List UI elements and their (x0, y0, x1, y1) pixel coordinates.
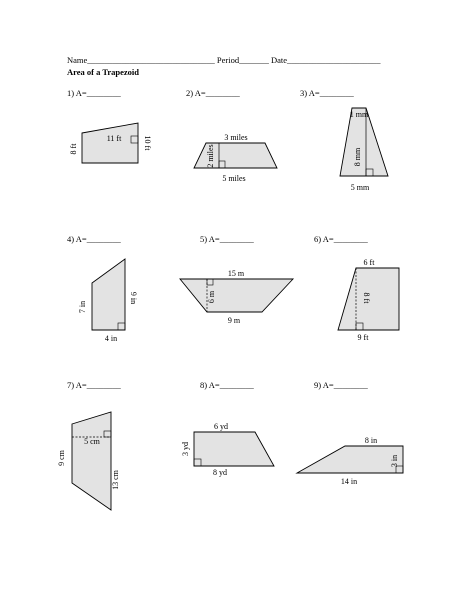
problem-1-prompt: 1) A=________ (67, 88, 121, 98)
trapezoid-8-bottom-label: 8 yd (213, 468, 227, 477)
trapezoid-8-top-label: 6 yd (214, 422, 228, 431)
problem-4-prompt: 4) A=________ (67, 234, 121, 244)
trapezoid-2-bottom-label: 5 miles (222, 174, 246, 183)
trapezoid-4-shape (92, 259, 125, 330)
trapezoid-figure-6 (338, 258, 399, 342)
answer-blank[interactable]: ________ (219, 380, 254, 390)
trapezoid-figure-3 (340, 108, 388, 192)
trapezoid-figure-5 (180, 269, 293, 325)
trapezoid-3-height-label: 8 mm (353, 147, 362, 167)
problem-6-prompt: 6) A=________ (314, 234, 368, 244)
answer-blank[interactable]: ________ (333, 234, 368, 244)
problem-7-prompt: 7) A=________ (67, 380, 121, 390)
answer-blank[interactable]: ________ (86, 380, 121, 390)
trapezoid-figure-9 (297, 436, 403, 486)
period-label: Period (216, 55, 240, 65)
trapezoid-4-right-side-label: 9 in (129, 291, 138, 305)
answer-blank[interactable]: ________ (86, 88, 121, 98)
answer-blank[interactable]: ________ (219, 234, 254, 244)
problem-2-prompt: 2) A=________ (186, 88, 240, 98)
answer-blank[interactable]: ________ (319, 88, 354, 98)
period-blank[interactable]: _______ (239, 55, 269, 65)
name-blank[interactable]: ______________________________ (87, 55, 215, 65)
trapezoid-5-top-label: 15 m (227, 269, 245, 278)
trapezoid-3-top-label: 1 mm (349, 110, 369, 119)
trapezoid-9-bottom-label: 14 in (340, 477, 358, 486)
trapezoid-1-shape (82, 123, 138, 163)
worksheet-title: Area of a Trapezoid (67, 67, 140, 77)
trapezoid-5-bottom-label: 9 m (227, 316, 241, 325)
trapezoid-6-height-label: 8 ft (362, 292, 371, 304)
trapezoid-5-shape (180, 279, 293, 312)
trapezoid-8-shape (194, 432, 274, 466)
trapezoid-2-top-label: 3 miles (224, 133, 248, 142)
trapezoid-9-height-label: 3 in (390, 454, 399, 468)
trapezoid-9-shape (297, 446, 403, 473)
trapezoid-1-top-label: 11 ft (106, 134, 122, 143)
trapezoid-7-shape (72, 412, 111, 510)
trapezoid-6-bottom-label: 9 ft (357, 333, 369, 342)
trapezoid-figure-4 (78, 259, 138, 343)
problem-9-prompt: 9) A=________ (314, 380, 368, 390)
answer-blank[interactable]: ________ (333, 380, 368, 390)
trapezoid-1-right-side-label: 10 ft (143, 135, 152, 151)
trapezoid-figure-7 (57, 412, 120, 510)
answer-blank[interactable]: ________ (86, 234, 121, 244)
trapezoid-figure-1 (69, 123, 152, 163)
trapezoid-4-left-side-label: 7 in (78, 300, 87, 314)
trapezoid-6-top-label: 6 ft (363, 258, 375, 267)
trapezoid-2-height-label: 2 miles (206, 144, 215, 168)
date-label: Date (271, 55, 288, 65)
trapezoid-figure-2 (194, 133, 277, 183)
trapezoid-4-bottom-label: 4 in (104, 334, 118, 343)
trapezoid-5-height-label: 6 m (207, 290, 216, 304)
trapezoid-1-left-side-label: 8 ft (69, 143, 78, 155)
trapezoid-7-height-label: 5 cm (84, 437, 100, 446)
trapezoid-3-bottom-label: 5 mm (350, 183, 370, 192)
trapezoid-figure-8 (181, 422, 274, 477)
problem-8-prompt: 8) A=________ (200, 380, 254, 390)
trapezoid-7-right-side-label: 13 cm (111, 470, 120, 490)
trapezoid-7-left-side-label: 9 cm (57, 450, 66, 466)
answer-blank[interactable]: ________ (205, 88, 240, 98)
name-label: Name (67, 55, 88, 65)
trapezoid-9-top-label: 8 in (364, 436, 378, 445)
problem-3-prompt: 3) A=________ (300, 88, 354, 98)
date-blank[interactable]: ______________________ (287, 55, 381, 65)
trapezoid-8-height-label: 3 yd (181, 442, 190, 456)
problem-5-prompt: 5) A=________ (200, 234, 254, 244)
